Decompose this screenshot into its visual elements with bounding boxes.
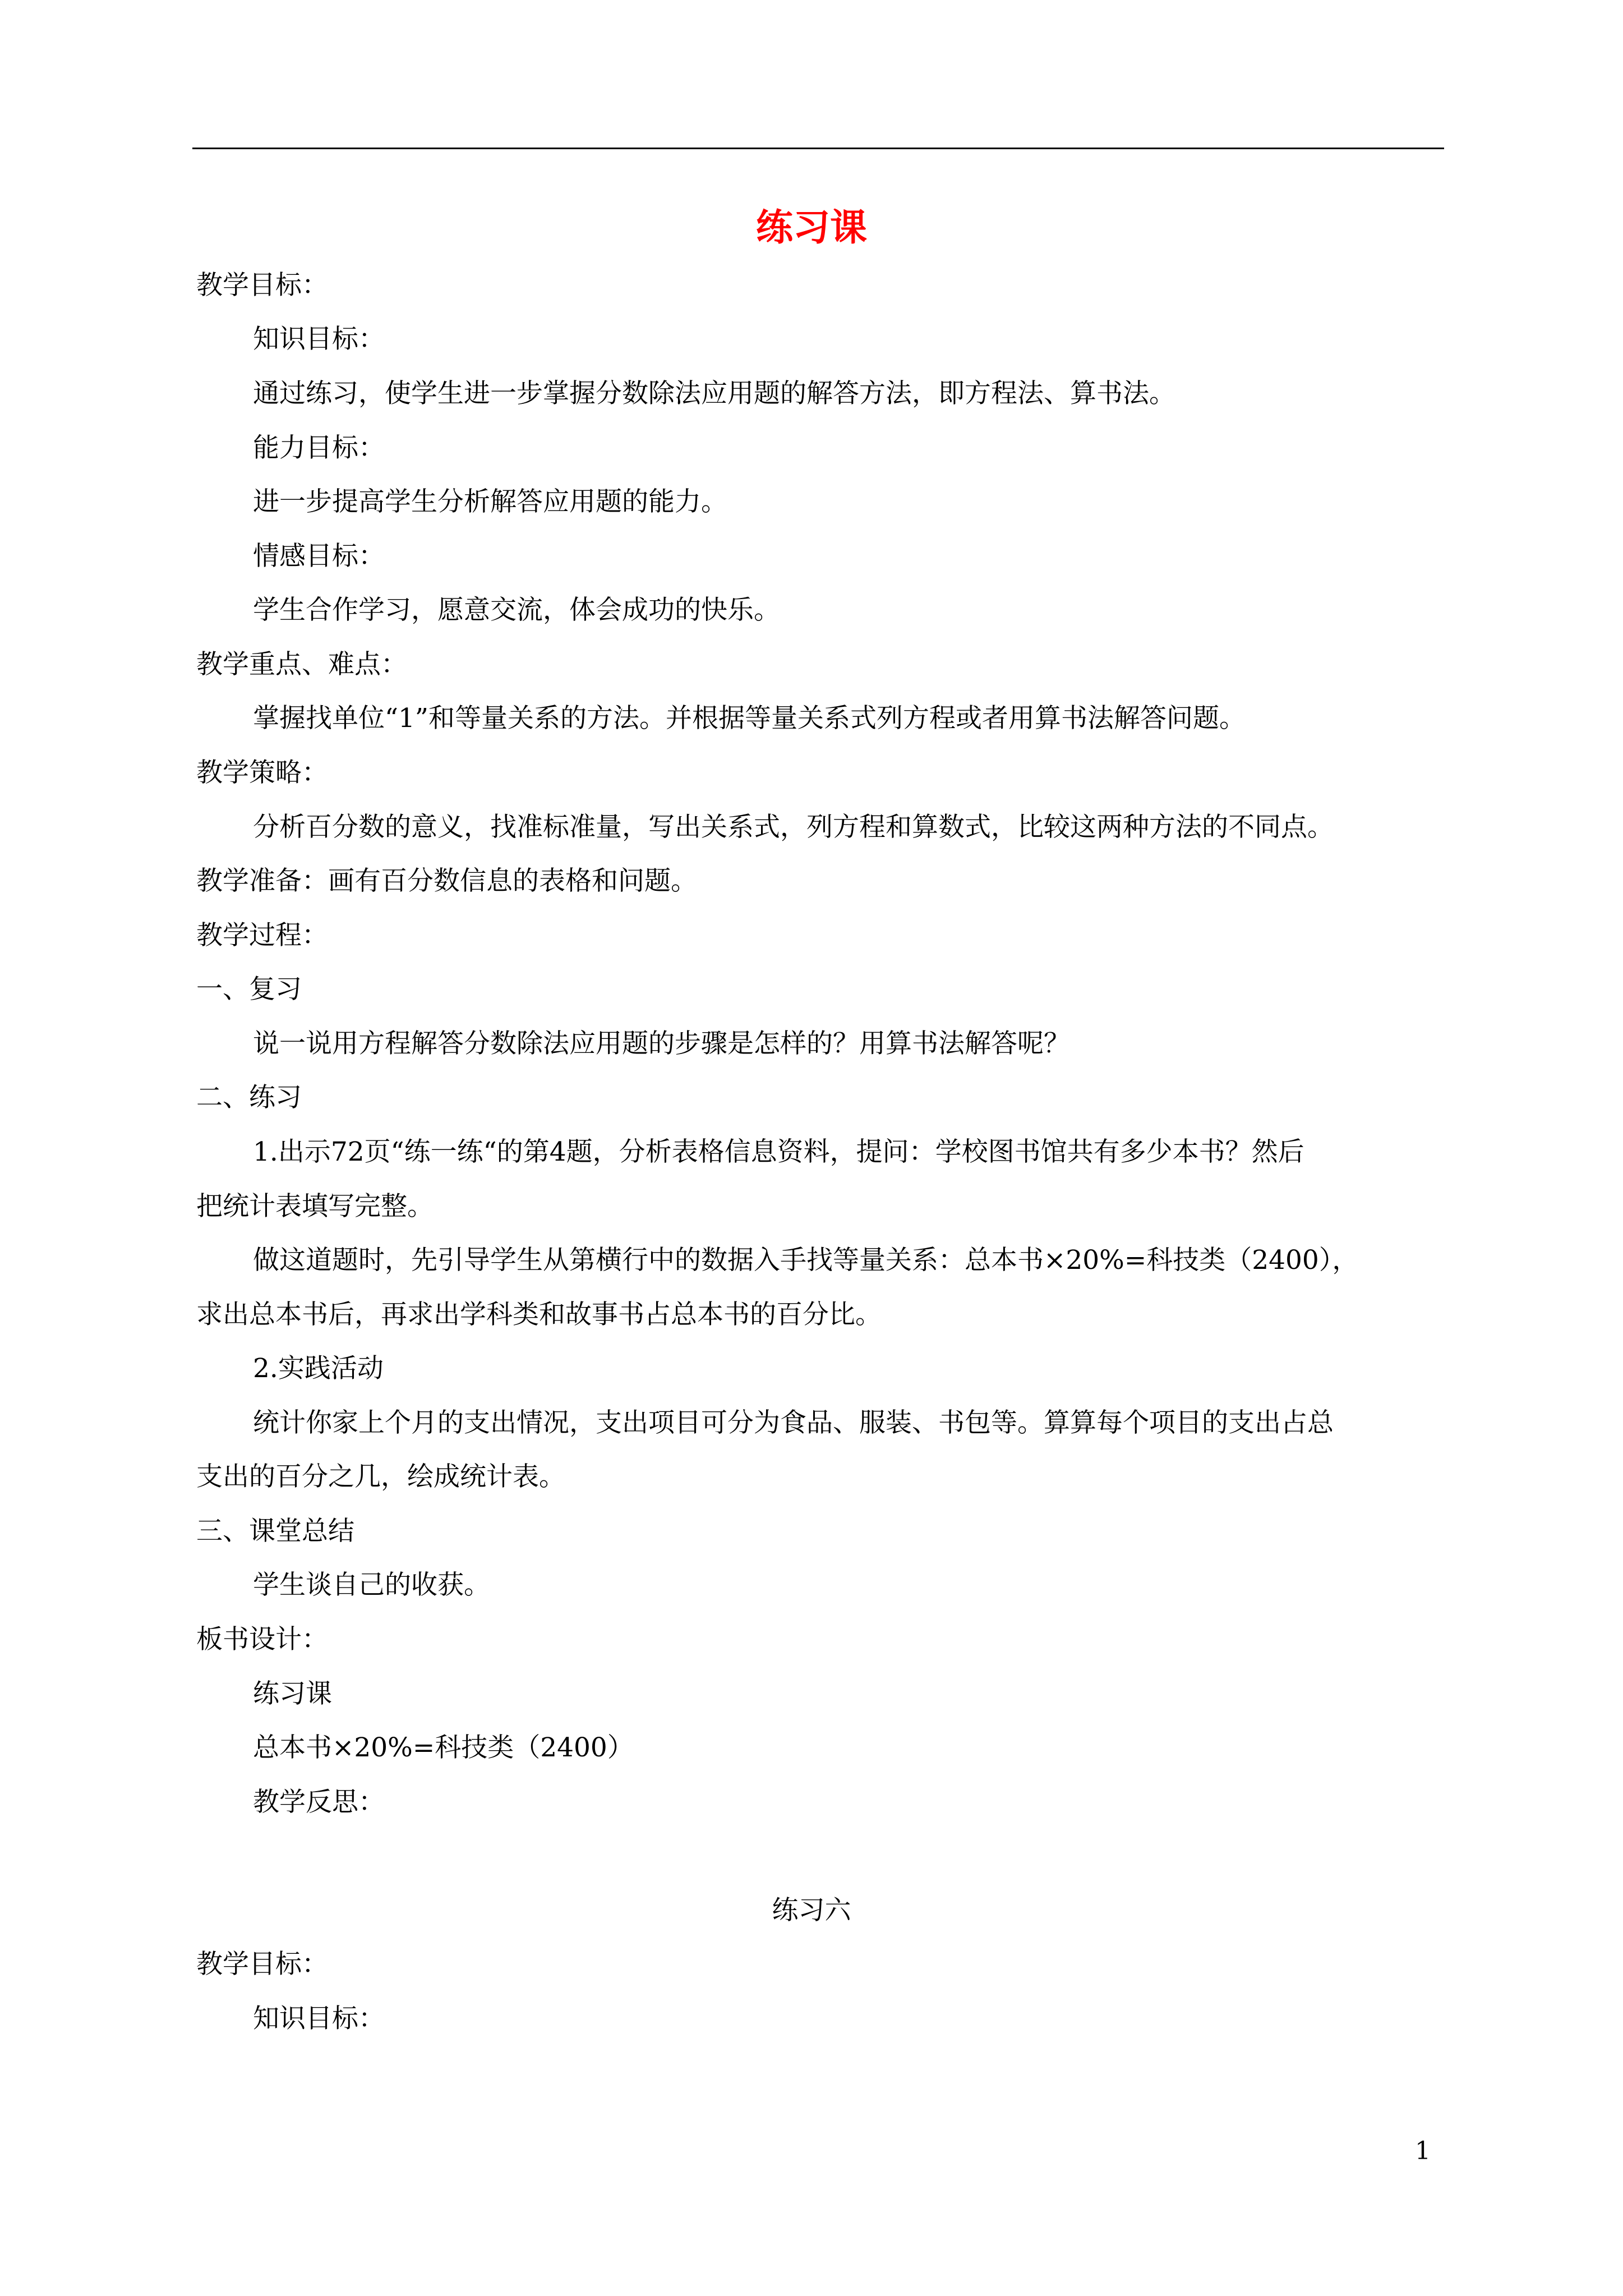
ability-goal-text: 进一步提高学生分析解答应用题的能力。	[253, 486, 727, 517]
heading-knowledge-goal: 知识目标：	[253, 324, 385, 355]
activity-text-line-2: 支出的百分之几，绘成统计表。	[196, 1461, 565, 1492]
heading-teaching-goals: 教学目标：	[196, 270, 328, 301]
heading-practice: 二、练习	[196, 1082, 302, 1113]
page-number: 1	[1415, 2137, 1431, 2165]
preparation-text: 教学准备：画有百分数信息的表格和问题。	[196, 866, 697, 896]
review-text: 说一说用方程解答分数除法应用题的步骤是怎样的？用算书法解答呢？	[253, 1028, 1070, 1059]
practice-item-2: 2.实践活动	[253, 1353, 384, 1384]
practice-explanation-line-2: 求出总本书后，再求出学科类和故事书占总本书的百分比。	[196, 1299, 882, 1330]
knowledge-goal-text: 通过练习，使学生进一步掌握分数除法应用题的解答方法，即方程法、算书法。	[253, 378, 1175, 409]
heading-key-points: 教学重点、难点：	[196, 649, 407, 680]
heading-ability-goal: 能力目标：	[253, 432, 385, 463]
heading-strategy: 教学策略：	[196, 757, 328, 788]
heading-emotion-goal: 情感目标：	[253, 541, 385, 572]
key-points-text: 掌握找单位“1”和等量关系的方法。并根据等量关系式列方程或者用算书法解答问题。	[253, 703, 1246, 734]
board-formula: 总本书×20%=科技类（2400）	[253, 1732, 634, 1763]
heading-review: 一、复习	[196, 974, 302, 1005]
emotion-goal-text: 学生合作学习，愿意交流，体会成功的快乐。	[253, 595, 780, 625]
document-title: 练习课	[756, 205, 867, 249]
board-title: 练习课	[253, 1678, 332, 1709]
heading-knowledge-goal-2: 知识目标：	[253, 2003, 385, 2034]
section-title: 练习六	[772, 1895, 851, 1926]
practice-explanation-line-1: 做这道题时，先引导学生从第横行中的数据入手找等量关系：总本书×20%=科技类（2400），	[253, 1245, 1359, 1276]
heading-teaching-goals-2: 教学目标：	[196, 1949, 328, 1980]
header-rule	[192, 148, 1444, 149]
practice-item-1-line-2: 把统计表填写完整。	[196, 1191, 434, 1222]
practice-item-1-line-1: 1.出示72页“练一练“的第4题，分析表格信息资料，提问：学校图书馆共有多少本书？然后	[253, 1137, 1304, 1167]
heading-board-design: 板书设计：	[196, 1624, 328, 1655]
activity-text-line-1: 统计你家上个月的支出情况，支出项目可分为食品、服装、书包等。算算每个项目的支出占总	[253, 1407, 1334, 1438]
heading-process: 教学过程：	[196, 920, 328, 951]
strategy-text: 分析百分数的意义，找准标准量，写出关系式，列方程和算数式，比较这两种方法的不同点。	[253, 812, 1334, 843]
summary-text: 学生谈自己的收获。	[253, 1570, 490, 1600]
heading-summary: 三、课堂总结	[196, 1516, 354, 1547]
heading-reflection: 教学反思：	[253, 1787, 385, 1818]
